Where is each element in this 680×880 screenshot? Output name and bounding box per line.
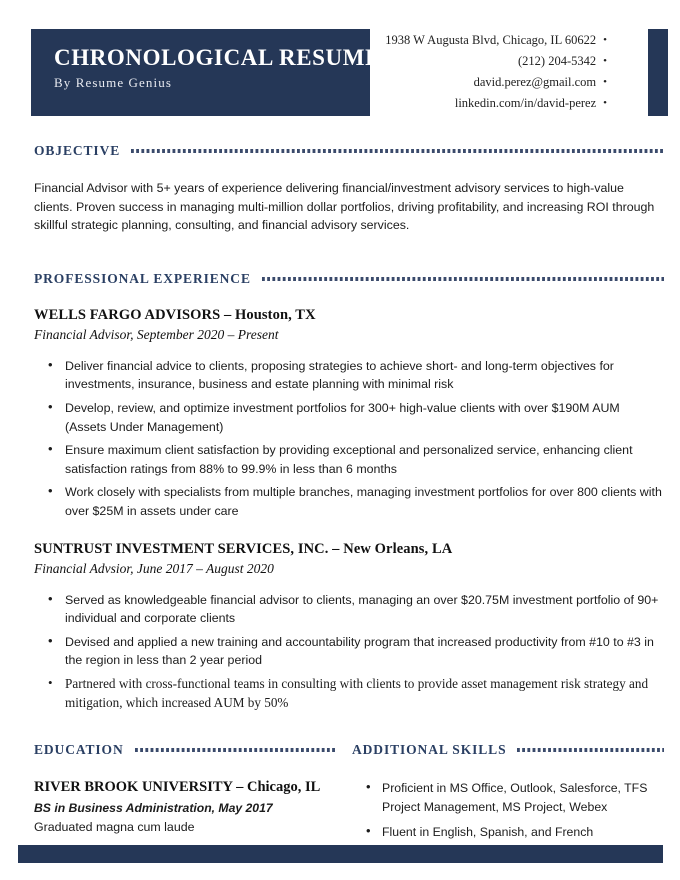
list-item: • Proficient in MS Office, Outlook, Salesforce, TFS Project Management, MS Project, Webex: [352, 779, 664, 816]
footer-accent-bar: [18, 845, 663, 863]
list-item: • Work closely with specialists from multiple branches, managing investment portfolios for over 800 clients with over $25M in assets under care: [34, 483, 664, 520]
column-spacer: [336, 742, 352, 848]
header-accent-bar: [648, 29, 668, 116]
contact-email-text: david.perez@gmail.com: [473, 75, 597, 89]
job-company: SUNTRUST INVESTMENT SERVICES, INC. – New Orleans, LA: [34, 540, 453, 557]
job-bullet-list: [34, 591, 664, 713]
bullet-icon: •: [603, 34, 607, 46]
job-role-dates: Financial Advisor, September 2020 – Present: [34, 326, 279, 342]
dotted-rule: [262, 277, 664, 281]
contact-email[interactable]: [307, 72, 607, 93]
bottom-columns: [34, 742, 664, 848]
list-item: • Develop, review, and optimize investment portfolios for 300+ high-value clients with over $190M AUM (Assets Under Management): [34, 399, 664, 436]
bullet-icon: •: [603, 97, 607, 109]
list-item: • Devised and applied a new training and accountability program that increased productivity from #10 to #3 in the region in less than 2 year period: [34, 633, 664, 670]
job-role-dates: Financial Advsior, June 2017 – August 2020: [34, 560, 274, 576]
contact-address-text: 1938 W Augusta Blvd, Chicago, IL 60622: [385, 33, 597, 47]
contact-address: [307, 30, 607, 51]
education-column: [34, 742, 336, 848]
bullet-icon: •: [603, 76, 607, 88]
list-item: • Fluent in English, Spanish, and French: [352, 823, 664, 841]
skills-column: [352, 742, 664, 848]
section-header-education: [34, 742, 336, 758]
resume-header: [0, 0, 680, 125]
job-company: WELLS FARGO ADVISORS – Houston, TX: [34, 306, 316, 323]
dotted-rule: [517, 748, 664, 752]
section-title-skills: ADDITIONAL SKILLS: [352, 742, 507, 758]
objective-text: Financial Advisor with 5+ years of experience delivering financial/investment advisory services to high-value clients. Proven success in managing multi-million dollar portfolios, driving profitability, and increasing ROI through skillful strategic planning, consulting, and financial advisory services.: [34, 181, 655, 233]
dotted-rule: [131, 149, 664, 153]
page-title: CHRONOLOGICAL RESUME: [54, 45, 382, 70]
job-entry: [34, 307, 664, 521]
contact-linkedin-text: linkedin.com/in/david-perez: [454, 96, 597, 110]
section-header-experience: [34, 271, 664, 287]
education-degree: BS in Business Administration, May 2017: [34, 801, 273, 816]
section-title-education: EDUCATION: [34, 742, 124, 758]
job-entry: [34, 541, 664, 713]
contact-linkedin[interactable]: [307, 93, 607, 114]
skills-list: [352, 779, 664, 841]
contact-info: [307, 30, 607, 114]
list-item: • Ensure maximum client satisfaction by providing exceptional and personalized service, enhancing client satisfaction ratings from 88% to 99.9% in less than 6 months: [34, 441, 664, 478]
section-header-skills: [352, 742, 664, 758]
dotted-rule: [135, 748, 336, 752]
list-item: • Partnered with cross-functional teams in consulting with clients to provide asset management risk strategy and mitigation, which increased AUM by 50%: [34, 675, 664, 712]
education-note: Graduated magna cum laude: [34, 820, 195, 835]
section-header-objective: [34, 143, 664, 159]
contact-phone-text: (212) 204-5342: [518, 54, 597, 68]
list-item: • Served as knowledgeable financial advisor to clients, managing an over $20.75M investment portfolio of 90+ individual and corporate clients: [34, 591, 664, 628]
job-bullet-list: [34, 357, 664, 521]
page-subtitle: By Resume Genius: [54, 75, 172, 91]
resume-body: [34, 143, 664, 848]
education-school: RIVER BROOK UNIVERSITY – Chicago, IL: [34, 779, 321, 796]
bullet-icon: •: [603, 55, 607, 67]
list-item: • Deliver financial advice to clients, proposing strategies to achieve short- and long-term objectives for investments, insurance, business and estate planning with minimal risk: [34, 357, 664, 394]
section-title-experience: PROFESSIONAL EXPERIENCE: [34, 270, 251, 286]
section-title-objective: OBJECTIVE: [34, 143, 121, 158]
contact-phone: [307, 51, 607, 72]
